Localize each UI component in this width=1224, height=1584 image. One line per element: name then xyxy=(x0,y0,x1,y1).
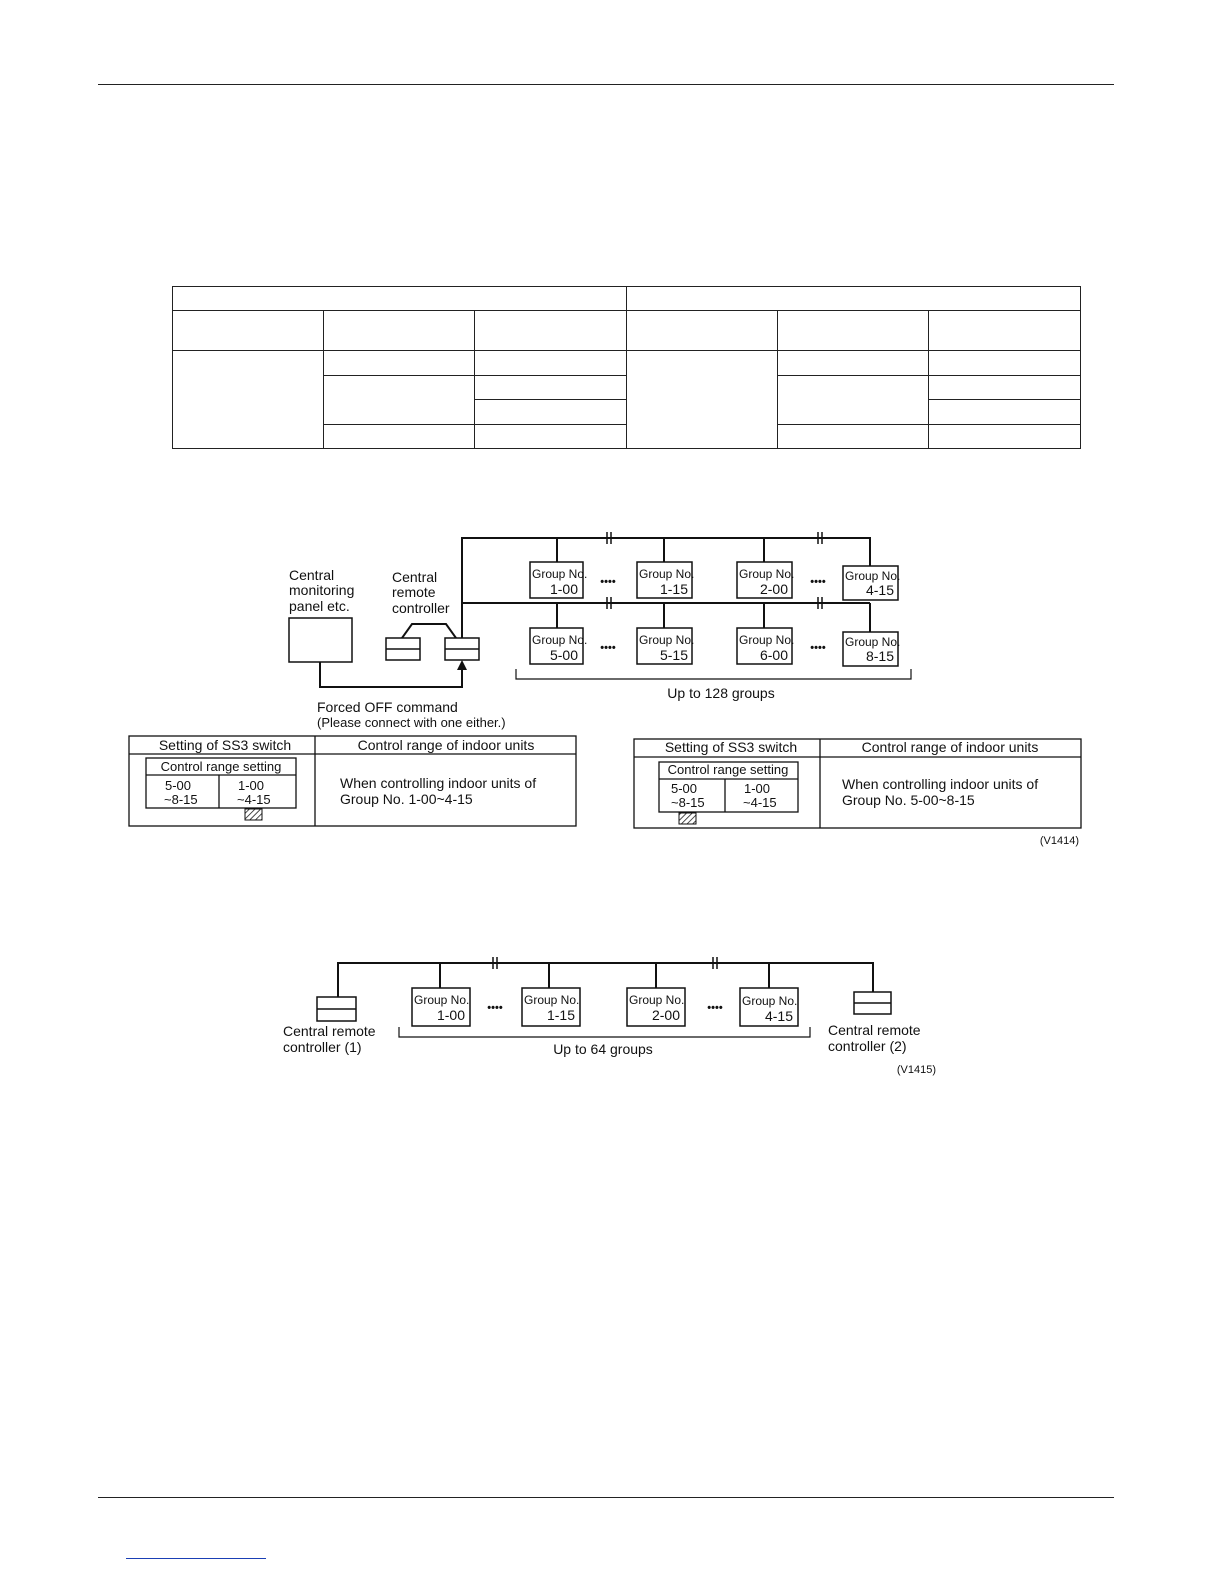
central-remote-label: Central remote controller xyxy=(392,569,450,616)
svg-text:Group No.: Group No. xyxy=(845,569,901,583)
svg-text:8-15: 8-15 xyxy=(865,648,894,664)
svg-text:Setting of SS3 switch: Setting of SS3 switch xyxy=(158,737,292,753)
ellipsis-dots: •••• xyxy=(810,576,826,588)
svg-text:Group No. 1-00~4-15: Group No. 1-00~4-15 xyxy=(340,791,473,807)
svg-text:Setting of SS3 switch: Setting of SS3 switch xyxy=(664,739,798,755)
svg-text:4-15: 4-15 xyxy=(865,582,894,598)
svg-text:2-00: 2-00 xyxy=(651,1007,680,1023)
remote-controller-icon xyxy=(445,638,479,660)
group-box xyxy=(737,562,794,598)
svg-text:1-00: 1-00 xyxy=(744,781,771,796)
svg-text:Group No.: Group No. xyxy=(739,633,795,647)
svg-text:2-00: 2-00 xyxy=(759,581,788,597)
group-box xyxy=(530,628,587,664)
svg-text:Group No.: Group No. xyxy=(639,633,695,647)
bracket-label: Up to 128 groups xyxy=(667,685,775,701)
dip-switch-position-hatch xyxy=(679,813,696,824)
ss3-setting-table-left xyxy=(129,736,576,826)
svg-text:Group No.: Group No. xyxy=(639,567,695,581)
svg-text:Group No.: Group No. xyxy=(739,567,795,581)
svg-text:1-00: 1-00 xyxy=(436,1007,465,1023)
svg-text:1-00: 1-00 xyxy=(549,581,578,597)
footer-rule xyxy=(98,1497,1114,1498)
figure-code: (V1414) xyxy=(1039,835,1079,847)
svg-text:1-15: 1-15 xyxy=(546,1007,575,1023)
ellipsis-dots: •••• xyxy=(487,1002,503,1014)
remote-controller-icon xyxy=(854,992,891,1014)
group-box xyxy=(530,562,587,598)
wiring-diagram-64-groups xyxy=(0,940,1224,1090)
svg-text:Group No.: Group No. xyxy=(524,993,580,1007)
arrow-head xyxy=(457,660,467,670)
svg-text:Group No.: Group No. xyxy=(629,993,685,1007)
svg-text:1-00: 1-00 xyxy=(238,778,265,793)
ellipsis-dots: •••• xyxy=(600,576,616,588)
svg-text:When controlling indoor units: When controlling indoor units of xyxy=(340,775,537,791)
group-box xyxy=(843,566,900,600)
svg-text:Control range setting: Control range setting xyxy=(160,759,282,774)
svg-text:5-00: 5-00 xyxy=(549,647,578,663)
svg-text:5-00: 5-00 xyxy=(671,781,698,796)
group-box xyxy=(637,628,694,664)
dip-switch-position-hatch xyxy=(245,809,262,820)
group-box xyxy=(522,988,580,1026)
group-box xyxy=(737,628,794,664)
svg-text:~8-15: ~8-15 xyxy=(164,792,198,807)
group-box xyxy=(627,988,685,1026)
central-monitoring-label: Central monitoring panel etc. xyxy=(289,567,355,614)
group-box xyxy=(740,988,798,1026)
svg-text:Group No.: Group No. xyxy=(845,635,901,649)
range-bracket xyxy=(516,669,911,679)
svg-text:Group No.: Group No. xyxy=(414,993,470,1007)
bracket-label: Up to 64 groups xyxy=(553,1041,653,1057)
svg-text:5-15: 5-15 xyxy=(659,647,688,663)
svg-text:When controlling indoor units: When controlling indoor units of xyxy=(842,776,1039,792)
svg-text:~4-15: ~4-15 xyxy=(237,792,271,807)
group-box xyxy=(843,632,900,666)
central-remote-controller-1-label: Central remote controller (1) xyxy=(283,1023,376,1055)
svg-text:Group No. 5-00~8-15: Group No. 5-00~8-15 xyxy=(842,792,975,808)
central-monitoring-panel-box xyxy=(289,618,352,662)
ellipsis-dots: •••• xyxy=(600,642,616,654)
remote-controller-icon xyxy=(386,638,420,660)
ellipsis-dots: •••• xyxy=(707,1002,723,1014)
ellipsis-dots: •••• xyxy=(810,642,826,654)
svg-text:Control range setting: Control range setting xyxy=(667,762,789,777)
central-remote-controller-2-label: Central remote controller (2) xyxy=(828,1022,921,1054)
svg-text:Group No.: Group No. xyxy=(742,994,798,1008)
remote-controller-icon xyxy=(317,997,356,1021)
group-box xyxy=(412,988,470,1026)
svg-text:1-15: 1-15 xyxy=(659,581,688,597)
svg-text:~4-15: ~4-15 xyxy=(743,795,777,810)
footer-link-underline[interactable] xyxy=(126,1558,266,1559)
svg-text:Control range of indoor units: Control range of indoor units xyxy=(357,737,535,753)
svg-text:Control range of indoor units: Control range of indoor units xyxy=(861,739,1039,755)
ss3-setting-table-right xyxy=(634,739,1081,828)
svg-text:~8-15: ~8-15 xyxy=(671,795,705,810)
svg-text:4-15: 4-15 xyxy=(764,1008,793,1024)
range-bracket xyxy=(399,1027,810,1037)
forced-off-label: Forced OFF command xyxy=(317,699,458,715)
svg-text:Group No.: Group No. xyxy=(532,567,588,581)
forced-off-note: (Please connect with one either.) xyxy=(317,715,506,730)
group-box xyxy=(637,562,694,598)
svg-text:Group No.: Group No. xyxy=(532,633,588,647)
svg-text:6-00: 6-00 xyxy=(759,647,788,663)
figure-code: (V1415) xyxy=(896,1064,936,1076)
svg-text:5-00: 5-00 xyxy=(165,778,192,793)
